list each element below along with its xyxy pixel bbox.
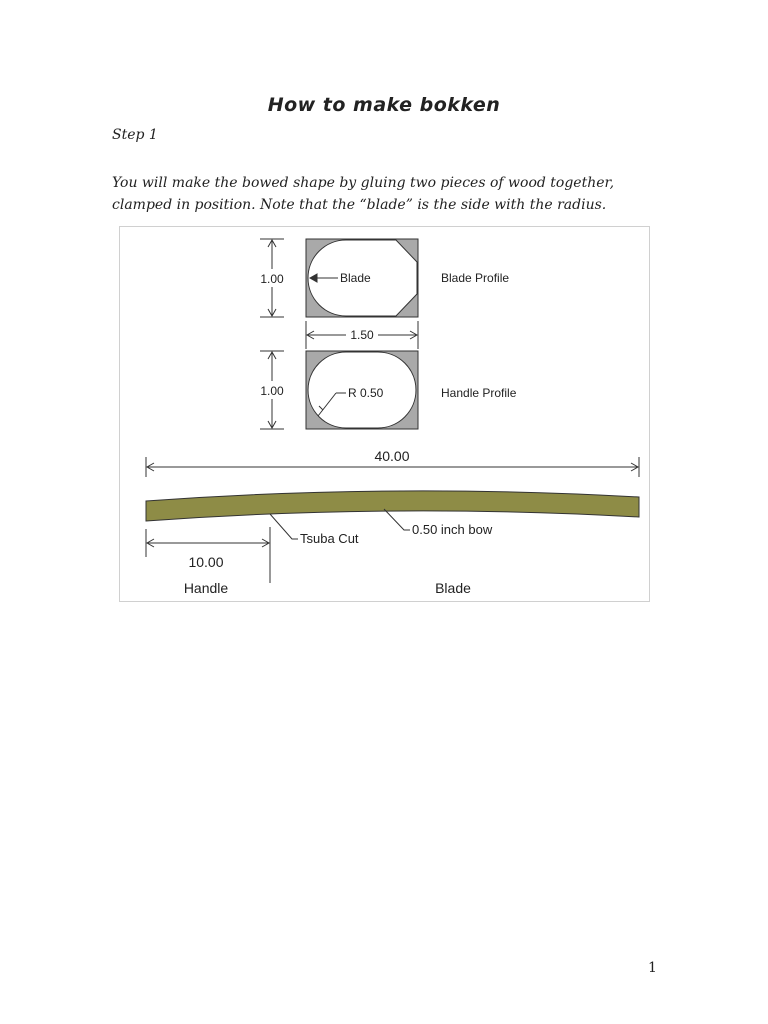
page-number: 1 — [648, 960, 657, 976]
width-value: 1.50 — [350, 328, 374, 342]
radius-value: R 0.50 — [348, 386, 384, 400]
bokken-diagram — [119, 226, 650, 602]
bow-label: 0.50 inch bow — [412, 522, 493, 537]
handle-section-label: Handle — [183, 580, 229, 596]
bow-leader — [384, 509, 410, 530]
handle-height-value: 1.00 — [260, 384, 284, 398]
blade-edge-label: Blade — [340, 271, 371, 285]
step-heading: Step 1 — [112, 127, 158, 143]
overall-length-value: 40.00 — [374, 448, 410, 464]
tsuba-cut-leader — [270, 514, 298, 539]
handle-length-value: 10.00 — [188, 554, 224, 570]
bokken-wood-strip — [146, 491, 639, 521]
tsuba-cut-label: Tsuba Cut — [300, 531, 359, 546]
page-title: How to make bokken — [267, 94, 501, 116]
handle-profile-label: Handle Profile — [441, 386, 517, 400]
blade-height-value: 1.00 — [260, 272, 284, 286]
blade-section-label: Blade — [435, 580, 471, 596]
instruction-paragraph: You will make the bowed shape by gluing two pieces of wood together, clamped in position. Note that the “blade” is the side with the radius. — [112, 175, 615, 213]
blade-profile-label: Blade Profile — [441, 271, 510, 285]
